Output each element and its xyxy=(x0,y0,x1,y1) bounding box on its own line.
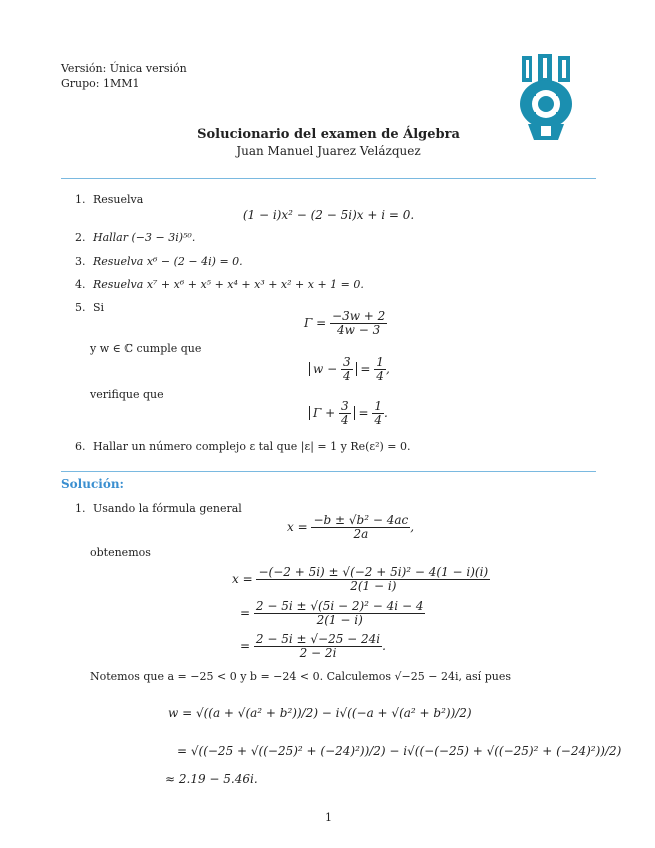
problem-4: 4. Resuelva x⁷ + x⁶ + x⁵ + x⁴ + x³ + x² + x + 1 = 0. xyxy=(75,278,364,291)
solution-heading: Solución: xyxy=(61,477,124,491)
condition-equation: w − $\frac{3}{4}$ = $\frac{1}{4}$ , xyxy=(309,356,390,383)
derivation-step-2: = $\frac{\text{2 − 5i ± √(5i − 2)² − 4i − 4}}{2(1 - i)}$ xyxy=(240,599,424,627)
problem-2: 2. Hallar (−3 − 3i)⁵⁰. xyxy=(75,231,196,244)
problem-5-condition-label: y w ∈ ℂ cumple que xyxy=(90,342,202,355)
note-text: Notemos que a = −25 < 0 y b = −24 < 0. Calculemos √−25 − 24i, así pues xyxy=(90,670,511,683)
divider-top xyxy=(61,178,596,179)
author-name: Juan Manuel Juarez Velázquez xyxy=(236,144,421,158)
version-text: Versión: Única versión xyxy=(61,62,187,75)
gamma-definition: Γ = $\frac{-3w + 2}{4w - 3}$ xyxy=(304,309,386,337)
problem-5: 5. Si xyxy=(75,301,105,314)
problem-6: 6. Hallar un número complejo ε tal que |ε| = 1 y Re(ε²) = 0. xyxy=(75,440,411,453)
obtain-label: obtenemos xyxy=(90,546,151,559)
divider-solution xyxy=(61,471,596,472)
verify-equation: Γ + $\frac{3}{4}$ = $\frac{1}{4}$ . xyxy=(309,400,388,427)
problem-5-verify-label: verifique que xyxy=(90,388,164,401)
problem-1-equation: (1 − i)x² − (2 − 5i)x + i = 0. xyxy=(242,208,415,222)
problem-1: 1. Resuelva xyxy=(75,193,144,206)
derivation-step-1: x = $\frac{\text{−(−2 + 5i) ± √(−2 + 5i)² − 4(1 − i)(i)}}{2(1 - i)}$ xyxy=(232,565,489,593)
derivation-step-3: = $\frac{2 - 5i \pm √-25 - 24i}{2 - 2i}$ . xyxy=(240,632,386,660)
document-title: Solucionario del examen de Álgebra xyxy=(197,127,460,142)
quadratic-formula: x = $\frac{\text{−b ± √b² − 4ac}}{2a}$ , xyxy=(287,513,415,541)
w-approximation: ≈ 2.19 − 5.46i. xyxy=(165,772,258,786)
w-equation-line-2: = √((−25 + √((−25)² + (−24)²))/2) − i√((−(−25) + √((−25)² + (−24)²))/2) xyxy=(177,744,622,758)
group-text: Grupo: 1MM1 xyxy=(61,77,140,90)
problem-3: 3. Resuelva x⁶ − (2 − 4i) = 0. xyxy=(75,255,243,268)
w-equation-line-1: w = √((a + √(a² + b²))/2) − i√((−a + √(a² + b²))/2) xyxy=(168,706,472,720)
page-number: 1 xyxy=(325,811,332,824)
solution-1: 1. Usando la fórmula general xyxy=(75,502,242,515)
